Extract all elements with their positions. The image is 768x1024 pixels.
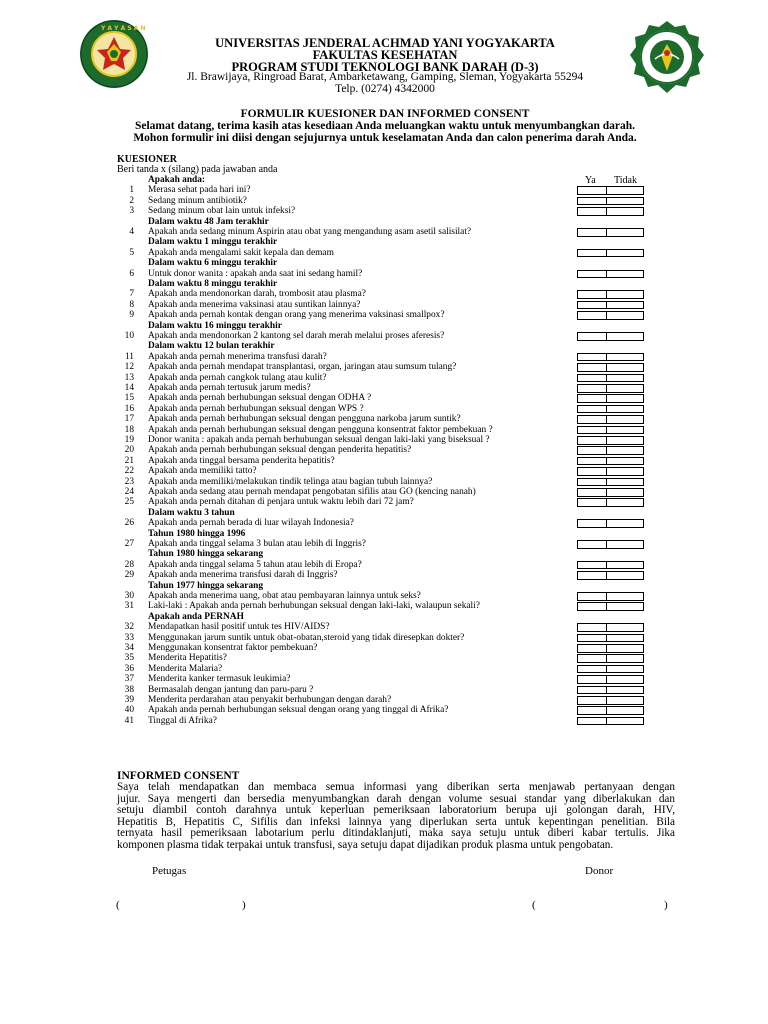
section-header: Dalam waktu 6 minggu terakhir <box>148 258 278 269</box>
question-text: Apakah anda mengalami sakit kepala dan demam <box>148 247 334 258</box>
section-header-row <box>0 321 768 331</box>
question-row <box>0 383 768 393</box>
section-header: Apakah anda PERNAH <box>148 611 244 622</box>
question-text: Apakah anda pernah kontak dengan orang yang menerima vaksinasi smallpox? <box>148 310 445 321</box>
section-header-row <box>0 237 768 247</box>
section-header: Dalam waktu 48 Jam terakhir <box>148 216 269 227</box>
question-row <box>0 591 768 601</box>
question-text: Sedang minum antibiotik? <box>148 195 247 206</box>
signature-label-donor: Donor <box>585 865 614 877</box>
question-row <box>0 310 768 320</box>
question-text: Apakah anda mendonorkan darah, trombosit atau plasma? <box>148 289 366 300</box>
answer-checkbox-ya-tidak[interactable] <box>577 498 644 507</box>
question-text: Apakah anda mendonorkan 2 kantong sel darah merah melalui proses aferesis? <box>148 331 445 341</box>
question-row <box>0 373 768 383</box>
answer-checkbox-ya-tidak[interactable] <box>577 197 644 206</box>
question-row <box>0 456 768 466</box>
question-text: Untuk donor wanita : apakah anda saat ini sedang hamil? <box>148 268 363 279</box>
answer-checkbox-ya-tidak[interactable] <box>577 363 644 372</box>
consent-line: Saya telah mendapatkan dan membaca semua informasi yang diberikan serta menjawab pertanyaan dengan <box>117 781 675 793</box>
question-number: 16 <box>124 403 134 414</box>
question-text: Donor wanita : apakah anda pernah berhubungan seksual dengan laki-laki yang biseksual ? <box>148 435 490 445</box>
answer-checkbox-ya-tidak[interactable] <box>577 415 644 424</box>
question-number: 6 <box>129 268 134 279</box>
question-row <box>0 695 768 705</box>
question-text: Laki-laki : Apakah anda pernah berhubungan seksual dengan laki-laki, walaupun sekali? <box>148 601 480 612</box>
answer-checkbox-ya-tidak[interactable] <box>577 436 644 445</box>
question-text: Apakah anda menerima transfusi darah di Inggris? <box>148 570 338 581</box>
answer-checkbox-ya-tidak[interactable] <box>577 540 644 549</box>
answer-checkbox-ya-tidak[interactable] <box>577 426 644 435</box>
informed-consent-text <box>117 782 675 851</box>
question-row <box>0 601 768 611</box>
question-text: Menderita Hepatitis? <box>148 653 227 664</box>
answer-checkbox-ya-tidak[interactable] <box>577 602 644 611</box>
question-number: 33 <box>124 632 134 643</box>
question-text: Apakah anda pernah mendapat transplantasi, organ, jaringan atau sumsum tulang? <box>148 362 457 373</box>
question-number: 5 <box>129 247 134 258</box>
section-header-row <box>0 612 768 622</box>
question-number: 8 <box>129 299 134 310</box>
question-row <box>0 435 768 445</box>
question-text: Apakah anda memiliki tatto? <box>148 466 257 477</box>
question-row <box>0 206 768 216</box>
section-header-row <box>0 217 768 227</box>
question-text: Apakah anda pernah berhubungan seksual dengan pengguna konsentrat faktor pembekuan ? <box>148 424 493 435</box>
question-text: Apakah anda menerima uang, obat atau pembayaran lainnya untuk seks? <box>148 591 421 601</box>
question-number: 36 <box>124 663 134 674</box>
answer-checkbox-ya-tidak[interactable] <box>577 478 644 487</box>
address: Jl. Brawijaya, Ringroad Barat, Ambarketawang, Gamping, Sleman, Yogyakarta 55294 <box>186 71 584 83</box>
question-number: 22 <box>124 466 134 477</box>
question-row <box>0 196 768 206</box>
section-header-row <box>0 175 768 185</box>
question-number: 18 <box>124 424 134 435</box>
question-row <box>0 674 768 684</box>
question-number: 29 <box>124 570 134 581</box>
question-row <box>0 331 768 341</box>
answer-checkbox-ya-tidak[interactable] <box>577 561 644 570</box>
question-text: Tinggal di Afrika? <box>148 715 217 726</box>
answer-checkbox-ya-tidak[interactable] <box>577 186 644 195</box>
question-text: Apakah anda tinggal selama 5 tahun atau lebih di Eropa? <box>148 559 362 570</box>
section-header-row <box>0 258 768 268</box>
question-row <box>0 185 768 195</box>
question-number: 28 <box>124 559 134 570</box>
answer-checkbox-ya-tidak[interactable] <box>577 654 644 663</box>
informed-consent-heading: INFORMED CONSENT <box>117 770 240 782</box>
consent-line: setuju diambil contoh darahnya untuk keperluan pemeriksaan laboratorium berupa uji golongan darah, HIV, <box>117 804 675 816</box>
question-row <box>0 362 768 372</box>
answer-checkbox-ya-tidak[interactable] <box>577 675 644 684</box>
answer-checkbox-ya-tidak[interactable] <box>577 374 644 383</box>
question-row <box>0 393 768 403</box>
question-number: 38 <box>124 684 134 695</box>
question-number: 37 <box>124 674 134 685</box>
answer-checkbox-ya-tidak[interactable] <box>577 519 644 528</box>
question-number: 9 <box>129 310 134 321</box>
question-row <box>0 487 768 497</box>
question-number: 34 <box>124 643 134 653</box>
signature-paren-close-donor: ) <box>664 899 668 911</box>
question-number: 23 <box>124 476 134 487</box>
question-text: Apakah anda pernah berhubungan seksual dengan orang yang tinggal di Afrika? <box>148 705 449 716</box>
question-row <box>0 518 768 528</box>
section-header-row <box>0 529 768 539</box>
question-text: Apakah anda tinggal selama 3 bulan atau lebih di Inggris? <box>148 539 366 549</box>
answer-checkbox-ya-tidak[interactable] <box>577 270 644 279</box>
question-row <box>0 404 768 414</box>
program-name: PROGRAM STUDI TEKNOLOGI BANK DARAH (D-3) <box>231 60 539 74</box>
answer-checkbox-ya-tidak[interactable] <box>577 592 644 601</box>
question-text: Menggunakan konsentrat faktor pembekuan? <box>148 643 318 653</box>
answer-checkbox-ya-tidak[interactable] <box>577 405 644 414</box>
question-number: 1 <box>129 185 134 196</box>
section-header-row <box>0 508 768 518</box>
question-number: 32 <box>124 622 134 633</box>
answer-checkbox-ya-tidak[interactable] <box>577 311 644 320</box>
question-text: Menderita Malaria? <box>148 663 223 674</box>
answer-checkbox-ya-tidak[interactable] <box>577 290 644 299</box>
question-row <box>0 622 768 632</box>
answer-checkbox-ya-tidak[interactable] <box>577 228 644 237</box>
form-title: FORMULIR KUESIONER DAN INFORMED CONSENT <box>240 108 530 120</box>
intro-line-2: Mohon formulir ini diisi dengan sejujurnya untuk keselamatan Anda dan calon penerima darah Anda. <box>133 132 637 144</box>
signature-paren-open-petugas: ( <box>116 899 120 911</box>
svg-text:Y A Y A S A N: Y A Y A S A N <box>101 25 146 32</box>
question-row <box>0 653 768 663</box>
consent-line: Hepatitis B, Hepatitis C, Sifilis dan infeksi lainnya yang diperlukan serta untuk kepentingan penelitian. Bila <box>117 815 675 828</box>
question-text: Apakah anda pernah berhubungan seksual dengan WPS ? <box>148 403 364 414</box>
university-seal-logo <box>628 19 706 97</box>
question-number: 41 <box>124 715 134 726</box>
question-text: Apakah anda sedang minum Aspirin atau obat yang mengandung asam asetil salisilat? <box>148 227 472 237</box>
intro-line-1: Selamat datang, terima kasih atas kesediaan Anda meluangkan waktu untuk menyumbangkan darah. <box>134 120 636 132</box>
question-text: Apakah anda pernah berhubungan seksual dengan ODHA ? <box>148 393 372 404</box>
question-number: 21 <box>124 455 134 466</box>
answer-checkbox-ya-tidak[interactable] <box>577 353 644 362</box>
question-text: Apakah anda pernah berhubungan seksual dengan pengguna narkoba jarum suntik? <box>148 414 461 425</box>
question-number: 4 <box>129 227 134 237</box>
section-header: Tahun 1980 hingga 1996 <box>148 528 246 539</box>
answer-checkbox-ya-tidak[interactable] <box>577 488 644 497</box>
question-text: Mendapatkan hasil positif untuk tes HIV/AIDS? <box>148 622 330 633</box>
question-row <box>0 466 768 476</box>
question-text: Sedang minum obat lain untuk infeksi? <box>148 206 296 217</box>
question-row <box>0 300 768 310</box>
answer-checkbox-ya-tidak[interactable] <box>577 634 644 643</box>
question-text: Apakah anda pernah cangkok tulang atau kulit? <box>148 372 327 383</box>
section-header: Dalam waktu 16 minggu terakhir <box>148 320 282 331</box>
yayasan-kartika-eka-paksi-logo <box>79 19 149 89</box>
faculty-name: FAKULTAS KESEHATAN <box>312 48 458 62</box>
kuesioner-heading: KUESIONER <box>117 154 178 165</box>
answer-checkbox-ya-tidak[interactable] <box>577 644 644 653</box>
question-row <box>0 685 768 695</box>
question-row <box>0 414 768 424</box>
answer-checkbox-ya-tidak[interactable] <box>577 394 644 403</box>
section-header: Dalam waktu 8 minggu terakhir <box>148 279 278 289</box>
phone: Telp. (0274) 4342000 <box>335 83 435 95</box>
section-header: Dalam waktu 1 minggu terakhir <box>148 237 278 248</box>
question-row <box>0 716 768 726</box>
consent-line: komponen plasma tidak terpakai untuk transfusi, saya setuju dapat dijadikan produk plasma untuk pengobatan. <box>117 838 614 851</box>
question-row <box>0 497 768 507</box>
question-number: 15 <box>124 393 134 404</box>
question-text: Apakah anda tinggal bersama penderita hepatitis? <box>148 455 335 466</box>
answer-checkbox-ya-tidak[interactable] <box>577 384 644 393</box>
question-row <box>0 633 768 643</box>
question-number: 24 <box>124 487 134 497</box>
question-number: 20 <box>124 445 134 456</box>
question-number: 13 <box>124 372 134 383</box>
question-text: Apakah anda pernah tertusuk jarum medis? <box>148 383 311 393</box>
question-row <box>0 705 768 715</box>
answer-checkbox-ya-tidak[interactable] <box>577 665 644 674</box>
question-number: 31 <box>124 601 134 612</box>
column-header-tidak: Tidak <box>614 175 637 186</box>
column-header-ya: Ya <box>585 175 596 186</box>
question-row <box>0 570 768 580</box>
question-row <box>0 425 768 435</box>
question-number: 35 <box>124 653 134 664</box>
question-text: Apakah anda memiliki/melakukan tindik telinga atau bagian tubuh lainnya? <box>148 476 433 487</box>
section-header: Dalam waktu 12 bulan terakhir <box>148 341 275 352</box>
answer-checkbox-ya-tidak[interactable] <box>577 301 644 310</box>
question-text: Bermasalah dengan jantung dan paru-paru ? <box>148 684 314 695</box>
section-header-row <box>0 341 768 351</box>
question-row <box>0 643 768 653</box>
question-number: 14 <box>124 383 134 393</box>
question-text: Apakah anda pernah berada di luar wilayah Indonesia? <box>148 518 354 529</box>
answer-checkbox-ya-tidak[interactable] <box>577 467 644 476</box>
section-header: Tahun 1977 hingga sekarang <box>148 580 264 591</box>
question-row <box>0 269 768 279</box>
question-row <box>0 289 768 299</box>
answer-checkbox-ya-tidak[interactable] <box>577 446 644 455</box>
signature-paren-open-donor: ( <box>532 899 536 911</box>
question-text: Menderita perdarahan atau penyakit berhubungan dengan darah? <box>148 695 392 705</box>
question-number: 25 <box>124 497 134 508</box>
university-name: UNIVERSITAS JENDERAL ACHMAD YANI YOGYAKARTA <box>215 36 555 50</box>
answer-checkbox-ya-tidak[interactable] <box>577 696 644 705</box>
answer-checkbox-ya-tidak[interactable] <box>577 571 644 580</box>
question-text: Menderita kanker termasuk leukimia? <box>148 674 291 685</box>
question-text: Apakah anda pernah ditahan di penjara untuk waktu lebih dari 72 jam? <box>148 497 414 508</box>
signature-label-petugas: Petugas <box>152 865 187 877</box>
question-number: 27 <box>124 539 134 549</box>
question-text: Apakah anda menerima vaksinasi atau suntikan lainnya? <box>148 299 361 310</box>
question-number: 12 <box>124 362 134 373</box>
section-header: Dalam waktu 3 tahun <box>148 507 235 518</box>
question-row <box>0 445 768 455</box>
question-row <box>0 227 768 237</box>
answer-checkbox-ya-tidak[interactable] <box>577 249 644 258</box>
section-header-row <box>0 549 768 559</box>
section-header: Apakah anda: <box>148 175 206 185</box>
question-number: 7 <box>129 289 134 300</box>
kuesioner-instruction: Beri tanda x (silang) pada jawaban anda <box>117 164 278 175</box>
question-number: 40 <box>124 705 134 716</box>
answer-checkbox-ya-tidak[interactable] <box>577 332 644 341</box>
question-text: Merasa sehat pada hari ini? <box>148 185 251 196</box>
question-row <box>0 248 768 258</box>
question-number: 26 <box>124 518 134 529</box>
answer-checkbox-ya-tidak[interactable] <box>577 706 644 715</box>
answer-checkbox-ya-tidak[interactable] <box>577 207 644 216</box>
question-number: 11 <box>124 351 134 362</box>
section-header-row <box>0 581 768 591</box>
question-number: 10 <box>124 331 134 341</box>
question-number: 39 <box>124 695 134 705</box>
answer-checkbox-ya-tidak[interactable] <box>577 686 644 695</box>
question-row <box>0 539 768 549</box>
question-number: 2 <box>129 195 134 206</box>
question-row <box>0 477 768 487</box>
question-number: 30 <box>124 591 134 601</box>
question-text: Apakah anda pernah berhubungan seksual dengan penderita hepatitis? <box>148 445 412 456</box>
section-header-row <box>0 279 768 289</box>
letterhead <box>0 0 768 100</box>
signature-paren-close-petugas: ) <box>242 899 246 911</box>
question-row <box>0 664 768 674</box>
question-text: Menggunakan jarum suntik untuk obat-obatan,steroid yang tidak diresepkan dokter? <box>148 632 465 643</box>
answer-checkbox-ya-tidak[interactable] <box>577 717 644 726</box>
question-row <box>0 352 768 362</box>
consent-line: jujur. Saya mengerti dan bersedia menyumbangkan darah dengan volume sesuai standar yang diberlakukan dan <box>117 792 675 805</box>
question-text: Apakah anda sedang atau pernah mendapat pengobatan sifilis atau GO (kencing nanah) <box>148 487 476 497</box>
answer-checkbox-ya-tidak[interactable] <box>577 623 644 632</box>
question-text: Apakah anda pernah menerima transfusi darah? <box>148 351 327 362</box>
question-number: 3 <box>129 206 134 217</box>
question-number: 17 <box>124 414 134 425</box>
answer-checkbox-ya-tidak[interactable] <box>577 457 644 466</box>
question-row <box>0 560 768 570</box>
consent-line: ternyata hasil pemeriksaan labotarium perlu ditindaklanjuti, maka saya setuju untuk diberi kabar tertulis. Jika <box>117 827 675 839</box>
question-number: 19 <box>124 435 134 445</box>
section-header: Tahun 1980 hingga sekarang <box>148 549 264 560</box>
